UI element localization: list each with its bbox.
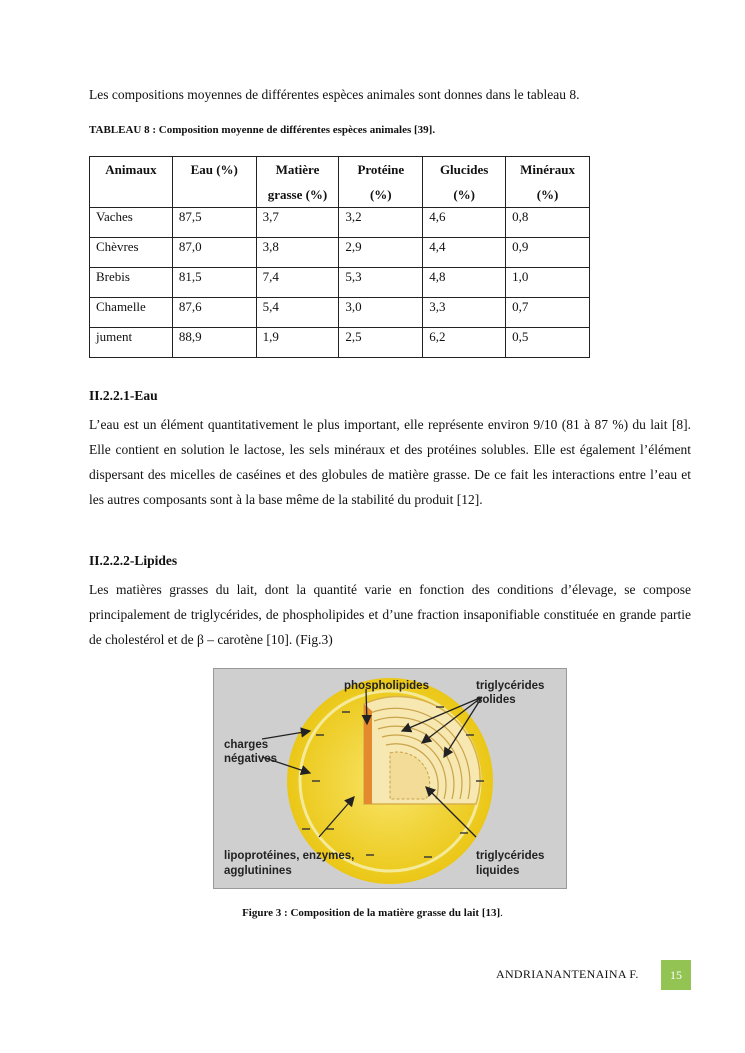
- label-charges-1: charges: [224, 739, 269, 751]
- table-cell: 87,6: [172, 298, 256, 328]
- table-cell: 3,2: [339, 208, 423, 238]
- label-tg-liquides-1: triglycérides: [476, 850, 545, 862]
- header-mineraux: Minéraux (%): [506, 157, 590, 208]
- heading-eau: II.2.2.1-Eau: [89, 388, 158, 403]
- table-cell: 0,5: [506, 328, 590, 358]
- table-cell: Chamelle: [90, 298, 173, 328]
- header-eau: Eau (%): [172, 157, 256, 208]
- label-tg-solides-1: triglycérides: [476, 680, 545, 692]
- footer-author: ANDRIANANTENAINA F.: [496, 967, 639, 981]
- table-cell: 3,7: [256, 208, 339, 238]
- paragraph-lipides: Les matières grasses du lait, dont la quantité varie en fonction des conditions d’élevage, se compose principalement de triglycérides, de phospholipides et d’une fraction insaponifiable constituée en grande partie de cholestérol et de β – carotène [10]. (Fig.3): [89, 582, 691, 647]
- table-cell: 4,4: [423, 238, 506, 268]
- table-cell: 87,0: [172, 238, 256, 268]
- table-cell: 4,8: [423, 268, 506, 298]
- figure-caption: Figure 3 : Composition de la matière grasse du lait [13].: [242, 907, 503, 919]
- table-cell: 5,3: [339, 268, 423, 298]
- table-cell: 3,8: [256, 238, 339, 268]
- paragraph-eau: L’eau est un élément quantitativement le plus important, elle représente environ 9/10 (81 à 87 %) du lait [8]. Elle contient en solution le lactose, les sels minéraux et des protéines solubles. Elle est également l’élément dispersant des micelles de caséines et des globules de matière grasse. De ce fait les interactions entre l’eau et les autres composants sont à la base même de la stabilité du produit [12].: [89, 417, 691, 507]
- table-cell: 1,0: [506, 268, 590, 298]
- table-cell: 0,9: [506, 238, 590, 268]
- table-cell: 0,7: [506, 298, 590, 328]
- table-row: [90, 238, 590, 268]
- intro-paragraph: Les compositions moyennes de différentes espèces animales sont donnes dans le tableau 8.: [89, 87, 580, 102]
- table-caption: TABLEAU 8 : Composition moyenne de différentes espèces animales [39].: [89, 124, 436, 136]
- table-cell: 2,5: [339, 328, 423, 358]
- table-cell: 3,0: [339, 298, 423, 328]
- header-animaux: Animaux: [90, 157, 173, 208]
- header-glucides: Glucides (%): [423, 157, 506, 208]
- table-cell: Vaches: [90, 208, 173, 238]
- label-phospholipides: phospholipides: [344, 680, 429, 692]
- table-cell: Brebis: [90, 268, 173, 298]
- table-cell: 88,9: [172, 328, 256, 358]
- header-proteine: Protéine (%): [339, 157, 423, 208]
- table-cell: 3,3: [423, 298, 506, 328]
- table-cell: 7,4: [256, 268, 339, 298]
- label-tg-liquides-2: liquides: [476, 865, 520, 877]
- table-header-row: [90, 157, 590, 208]
- heading-lipides: II.2.2.2-Lipides: [89, 553, 178, 568]
- label-lipo-2: agglutinines: [224, 865, 292, 877]
- table-row: [90, 208, 590, 238]
- label-charges-2: négatives: [224, 753, 278, 765]
- table-cell: 1,9: [256, 328, 339, 358]
- table-cell: 81,5: [172, 268, 256, 298]
- table-cell: 6,2: [423, 328, 506, 358]
- fat-globule-figure: [213, 668, 567, 889]
- table-row: [90, 328, 590, 358]
- header-matiere-grasse: Matière grasse (%): [256, 157, 339, 208]
- table-cell: 2,9: [339, 238, 423, 268]
- table-cell: Chèvres: [90, 238, 173, 268]
- table-row: [90, 298, 590, 328]
- table-cell: 5,4: [256, 298, 339, 328]
- page-number-badge: 15: [661, 960, 691, 990]
- table-cell: 0,8: [506, 208, 590, 238]
- fat-globule-diagram: [214, 669, 566, 888]
- table-cell: 4,6: [423, 208, 506, 238]
- label-tg-solides-2: solides: [476, 694, 516, 706]
- table-cell: 87,5: [172, 208, 256, 238]
- composition-table: [89, 156, 590, 358]
- label-lipo-1: lipoprotéines, enzymes,: [224, 850, 355, 862]
- table-cell: jument: [90, 328, 173, 358]
- table-row: [90, 268, 590, 298]
- phospholipid-band: [364, 704, 372, 804]
